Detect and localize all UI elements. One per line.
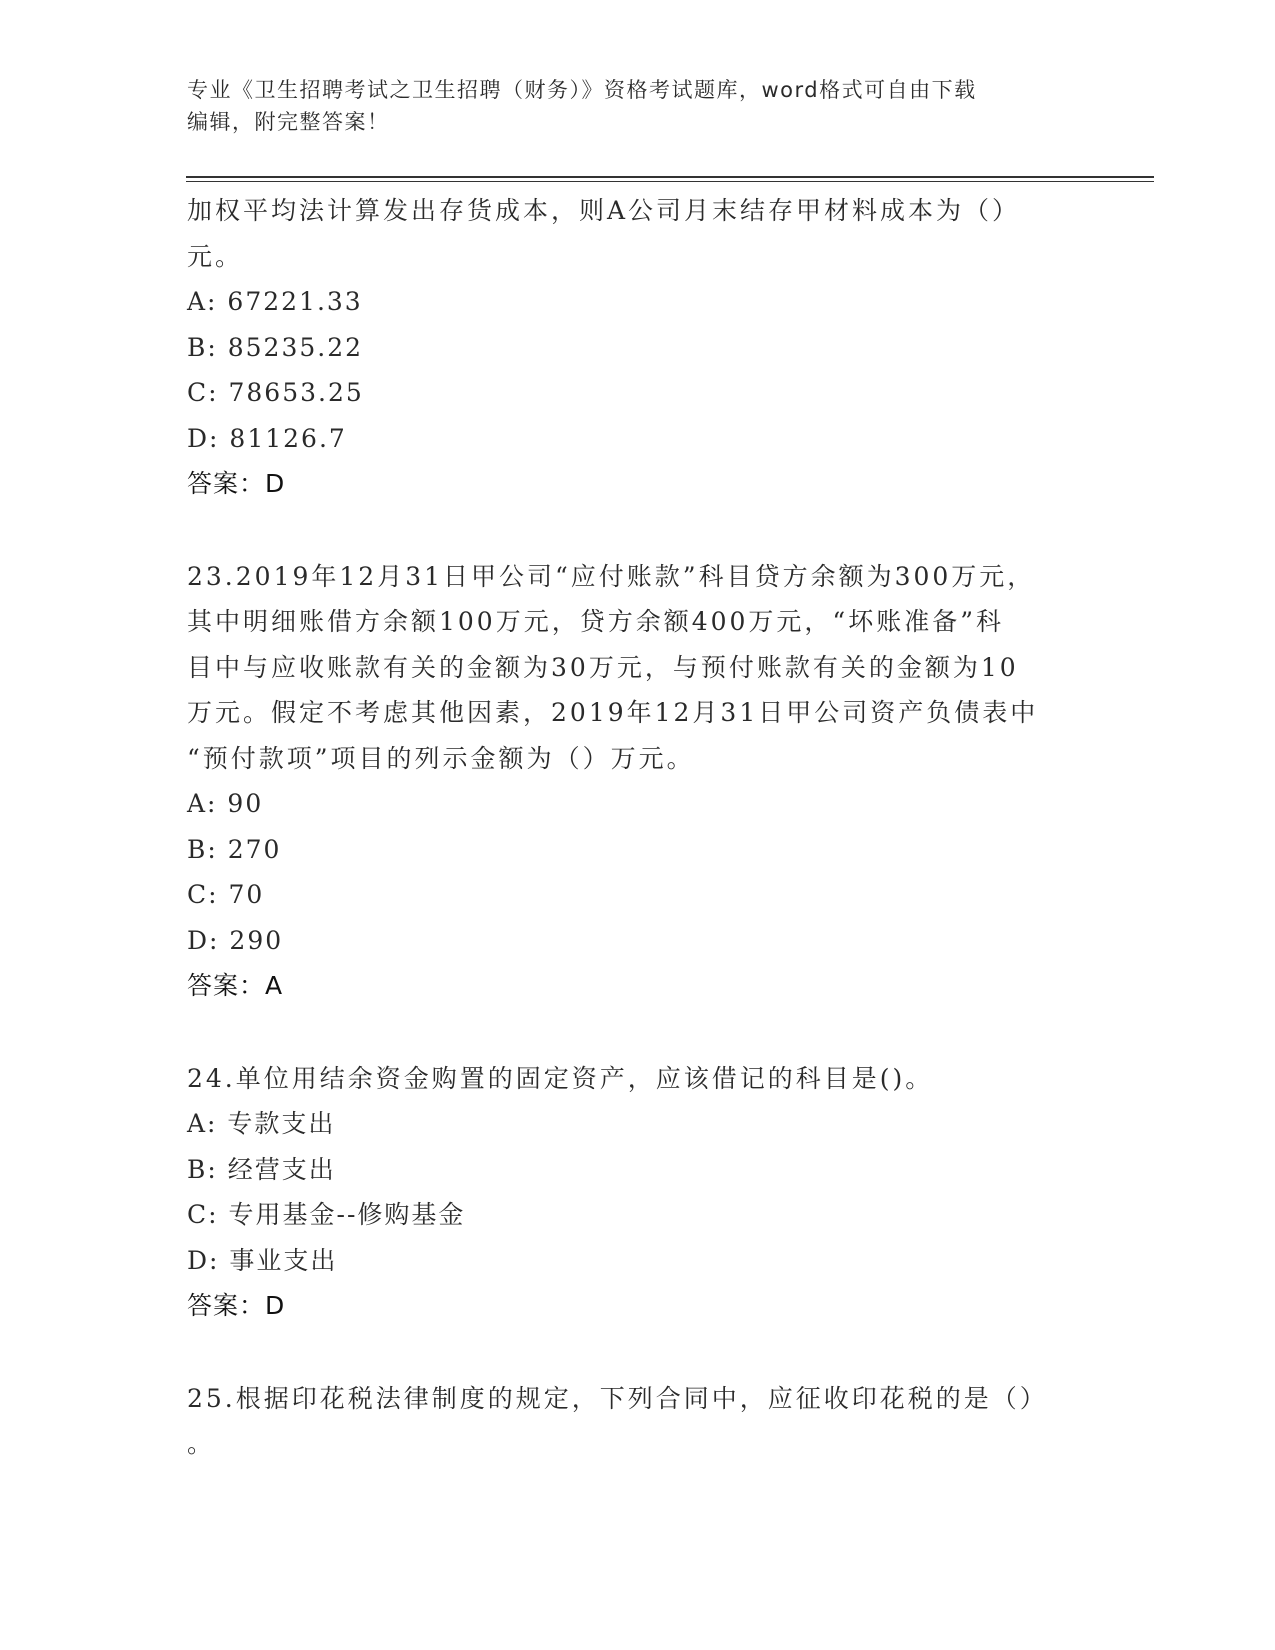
question-24	[187, 1056, 1067, 1329]
question-spacer	[187, 507, 1067, 554]
question-22-text-line-2: 元。	[187, 241, 244, 271]
question-spacer	[187, 1329, 1067, 1376]
question-24-text: 24.单位用结余资金购置的固定资产，应该借记的科目是()。	[187, 1063, 934, 1093]
question-spacer	[187, 1009, 1067, 1056]
question-23	[187, 554, 1067, 1009]
document-body	[187, 188, 1067, 1467]
question-24-option-d: D: 事业支出	[187, 1245, 338, 1275]
question-22-option-d: D: 81126.7	[187, 423, 347, 453]
question-23-text-line-1: 23.2019年12月31日甲公司“应付账款”科目贷方余额为300万元，	[187, 561, 1036, 591]
question-23-option-b: B: 270	[187, 834, 282, 864]
question-25-text-line-1: 25.根据印花税法律制度的规定，下列合同中，应征收印花税的是（）	[187, 1383, 1048, 1413]
question-23-text-line-3: 目中与应收账款有关的金额为30万元，与预付账款有关的金额为10	[187, 652, 1019, 682]
question-22-option-a: A: 67221.33	[187, 287, 363, 316]
question-23-option-d: D: 290	[187, 925, 284, 955]
question-22	[187, 188, 1067, 507]
question-23-answer: 答案：A	[187, 971, 284, 1000]
question-24-option-b: B: 经营支出	[187, 1154, 336, 1184]
question-25	[187, 1376, 1067, 1467]
question-22-answer: 答案：D	[187, 469, 286, 498]
question-23-option-c: C: 70	[187, 880, 265, 909]
question-22-text-line-1: 加权平均法计算发出存货成本，则A公司月末结存甲材料成本为（）	[187, 196, 1021, 225]
header-divider-thick	[186, 176, 1154, 178]
question-23-text-line-5: “预付款项”项目的列示金额为（）万元。	[187, 743, 695, 773]
question-22-option-c: C: 78653.25	[187, 378, 364, 407]
header-line-1: 专业《卫生招聘考试之卫生招聘（财务）》资格考试题库，word格式可自由下载	[187, 78, 977, 102]
question-25-text-line-2: 。	[187, 1429, 216, 1458]
question-23-option-a: A: 90	[187, 789, 264, 818]
question-23-text-line-4: 万元。假定不考虑其他因素，2019年12月31日甲公司资产负债表中	[187, 698, 1039, 727]
document-header	[187, 74, 1067, 138]
question-24-option-a: A: 专款支出	[187, 1109, 336, 1138]
question-24-answer: 答案：D	[187, 1291, 286, 1320]
question-24-option-c: C: 专用基金--修购基金	[187, 1200, 466, 1229]
question-22-option-b: B: 85235.22	[187, 332, 364, 362]
header-divider-thin	[186, 181, 1154, 182]
header-line-2: 编辑，附完整答案！	[187, 110, 390, 134]
question-23-text-line-2: 其中明细账借方余额100万元，贷方余额400万元，“坏账准备”科	[187, 607, 1004, 636]
